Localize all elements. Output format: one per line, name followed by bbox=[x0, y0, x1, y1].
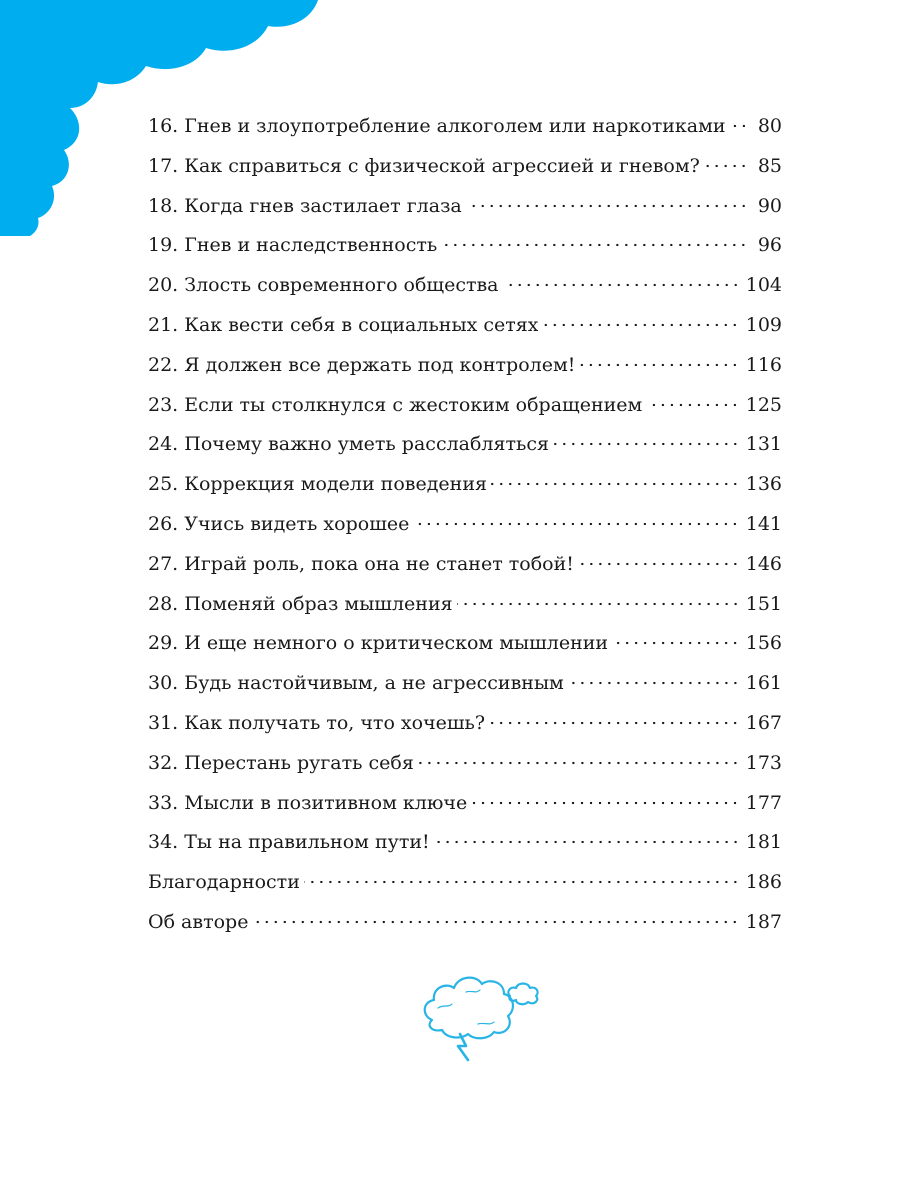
toc-dot-leader bbox=[457, 602, 740, 606]
toc-entry-title: 25. Коррекция модели поведения bbox=[148, 473, 487, 496]
toc-dot-leader bbox=[578, 562, 740, 566]
toc-entry-title: 24. Почему важно уметь расслабляться bbox=[148, 433, 549, 456]
toc-entry-page-number: 116 bbox=[745, 353, 782, 376]
toc-entry-13[interactable] bbox=[148, 585, 782, 625]
toc-entry-page-number: 90 bbox=[757, 194, 782, 217]
toc-entry-19[interactable] bbox=[148, 823, 782, 863]
toc-entry-title: 21. Как вести себя в социальных сетях bbox=[148, 313, 539, 336]
toc-dot-leader bbox=[579, 363, 739, 367]
toc-dot-leader bbox=[503, 283, 740, 287]
toc-entry-page-number: 173 bbox=[745, 751, 782, 774]
toc-entry-title: 33. Мысли в позитивном ключе bbox=[148, 791, 468, 814]
toc-dot-leader bbox=[252, 920, 739, 924]
toc-entry-page-number: 125 bbox=[745, 393, 782, 416]
thunder-cloud-icon bbox=[418, 968, 548, 1063]
toc-entry-page-number: 146 bbox=[745, 552, 782, 575]
toc-entry-3[interactable] bbox=[148, 187, 782, 227]
toc-entry-page-number: 109 bbox=[745, 313, 782, 336]
toc-entry-5[interactable] bbox=[148, 266, 782, 306]
toc-dot-leader bbox=[542, 323, 739, 327]
toc-entry-title: 20. Злость современного общества bbox=[148, 274, 499, 297]
toc-entry-title: 31. Как получать то, что хочешь? bbox=[148, 711, 486, 734]
toc-dot-leader bbox=[553, 442, 740, 446]
toc-entry-6[interactable] bbox=[148, 306, 782, 346]
toc-entry-page-number: 96 bbox=[757, 234, 782, 257]
toc-entry-title: 32. Перестань ругать себя bbox=[148, 751, 414, 774]
toc-dot-leader bbox=[434, 840, 740, 844]
toc-entry-title: 23. Если ты столкнулся с жестоким обращением bbox=[148, 393, 643, 416]
toc-entry-page-number: 161 bbox=[745, 672, 782, 695]
toc-entry-page-number: 151 bbox=[745, 592, 782, 615]
toc-entry-title: 34. Ты на правильном пути! bbox=[148, 831, 430, 854]
toc-dot-leader bbox=[489, 721, 740, 725]
toc-entry-title: Об авторе bbox=[148, 910, 249, 933]
toc-entry-2[interactable] bbox=[148, 147, 782, 187]
toc-entry-title: 30. Будь настойчивым, а не агрессивным bbox=[148, 672, 564, 695]
toc-entry-title: 28. Поменяй образ мышления bbox=[148, 592, 453, 615]
toc-entry-page-number: 177 bbox=[745, 791, 782, 814]
toc-dot-leader bbox=[418, 761, 740, 765]
toc-entry-page-number: 187 bbox=[745, 910, 782, 933]
toc-entry-page-number: 85 bbox=[757, 154, 782, 177]
toc-entry-10[interactable] bbox=[148, 465, 782, 505]
toc-dot-leader bbox=[441, 243, 748, 247]
toc-entry-15[interactable] bbox=[148, 664, 782, 704]
toc-entry-8[interactable] bbox=[148, 386, 782, 426]
toc-entry-title: 16. Гнев и злоупотребление алкоголем или наркотиками bbox=[148, 115, 726, 137]
toc-entry-title: 27. Играй роль, пока она не станет тобой! bbox=[148, 552, 574, 575]
toc-dot-leader bbox=[704, 164, 748, 168]
toc-dot-leader bbox=[471, 801, 740, 805]
toc-entry-12[interactable] bbox=[148, 545, 782, 585]
toc-entry-page-number: 186 bbox=[745, 871, 782, 894]
toc-entry-21[interactable] bbox=[148, 903, 782, 943]
toc-entry-18[interactable] bbox=[148, 784, 782, 824]
toc-dot-leader bbox=[568, 681, 740, 685]
toc-entry-title: 22. Я должен все держать под контролем! bbox=[148, 353, 576, 376]
toc-entry-11[interactable] bbox=[148, 505, 782, 545]
toc-dot-leader bbox=[646, 403, 739, 407]
toc-entry-20[interactable] bbox=[148, 863, 782, 903]
toc-entry-page-number: 167 bbox=[745, 711, 782, 734]
toc-entry-title: Благодарности bbox=[148, 871, 300, 894]
toc-entry-page-number: 141 bbox=[745, 512, 782, 535]
toc-entry-4[interactable] bbox=[148, 226, 782, 266]
table-of-contents bbox=[148, 107, 782, 943]
toc-entry-16[interactable] bbox=[148, 704, 782, 744]
toc-entry-page-number: 181 bbox=[745, 831, 782, 854]
toc-entry-page-number: 136 bbox=[745, 473, 782, 496]
toc-entry-page-number: 131 bbox=[745, 433, 782, 456]
toc-entry-page-number: 80 bbox=[757, 115, 782, 137]
thunder-cloud-small-outline bbox=[508, 984, 537, 1005]
toc-entry-1[interactable] bbox=[148, 107, 782, 147]
toc-entry-7[interactable] bbox=[148, 346, 782, 386]
toc-dot-leader bbox=[612, 641, 740, 645]
toc-entry-title: 29. И еще немного о критическом мышлении bbox=[148, 632, 609, 655]
toc-entry-17[interactable] bbox=[148, 744, 782, 784]
toc-dot-leader bbox=[491, 482, 740, 486]
toc-entry-page-number: 104 bbox=[745, 274, 782, 297]
toc-entry-9[interactable] bbox=[148, 425, 782, 465]
toc-entry-title: 19. Гнев и наследственность bbox=[148, 234, 438, 257]
toc-entry-page-number: 156 bbox=[745, 632, 782, 655]
toc-dot-leader bbox=[466, 204, 748, 208]
toc-entry-14[interactable] bbox=[148, 624, 782, 664]
toc-dot-leader bbox=[304, 880, 740, 884]
toc-entry-title: 18. Когда гнев застилает глаза bbox=[148, 194, 462, 217]
toc-entry-title: 17. Как справиться с физической агрессией и гневом? bbox=[148, 154, 700, 177]
toc-entry-title: 26. Учись видеть хорошее bbox=[148, 512, 410, 535]
toc-dot-leader bbox=[730, 124, 748, 128]
toc-dot-leader bbox=[413, 522, 739, 526]
